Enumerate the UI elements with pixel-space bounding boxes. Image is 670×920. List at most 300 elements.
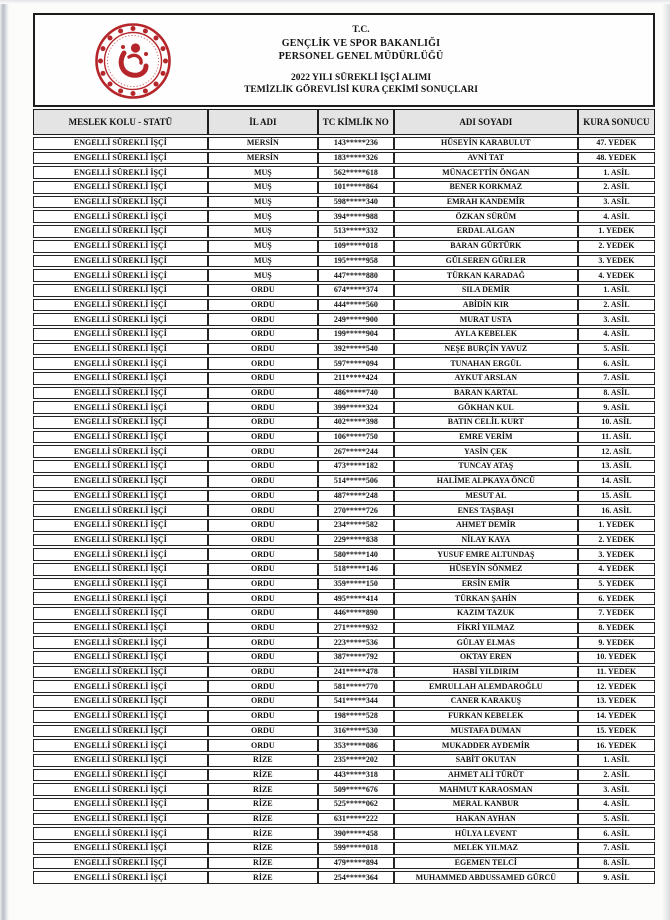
table-row <box>33 416 655 429</box>
cell-name: ENES TAŞBAŞI <box>394 504 578 517</box>
cell-status: ENGELLİ SÜREKLİ İŞÇİ <box>33 490 208 503</box>
cell-province: ORDU <box>208 357 318 370</box>
cell-name: MURAT USTA <box>394 313 578 326</box>
document-title-line2: TEMİZLİK GÖREVLİSİ KURA ÇEKİMİ SONUÇLARI <box>244 85 478 96</box>
cell-name: MUSTAFA DUMAN <box>394 725 578 738</box>
cell-status: ENGELLİ SÜREKLİ İŞÇİ <box>33 255 208 268</box>
cell-name: ERSİN EMİR <box>394 578 578 591</box>
cell-tc-no: 223*****536 <box>318 636 394 649</box>
cell-province: MUŞ <box>208 196 318 209</box>
cell-province: ORDU <box>208 725 318 738</box>
table-row <box>33 269 655 282</box>
scan-edge-top <box>0 0 670 4</box>
cell-province: ORDU <box>208 519 318 532</box>
cell-status: ENGELLİ SÜREKLİ İŞÇİ <box>33 592 208 605</box>
cell-tc-no: 195*****958 <box>318 255 394 268</box>
cell-result: 16. YEDEK <box>578 739 655 752</box>
table-row <box>33 299 655 312</box>
cell-result: 6. YEDEK <box>578 592 655 605</box>
cell-tc-no: 514*****506 <box>318 475 394 488</box>
table-row <box>33 445 655 458</box>
cell-tc-no: 101*****864 <box>318 181 394 194</box>
cell-name: EGEMEN TELCİ <box>394 857 578 870</box>
cell-name: GÜLAY ELMAS <box>394 636 578 649</box>
cell-name: MAHMUT KARAOSMAN <box>394 783 578 796</box>
table-row <box>33 240 655 253</box>
cell-province: MUŞ <box>208 255 318 268</box>
cell-status: ENGELLİ SÜREKLİ İŞÇİ <box>33 152 208 165</box>
cell-name: GÜLSEREN GÜRLER <box>394 255 578 268</box>
cell-province: ORDU <box>208 739 318 752</box>
cell-tc-no: 353*****086 <box>318 739 394 752</box>
cell-province: RİZE <box>208 754 318 767</box>
cell-tc-no: 387*****792 <box>318 651 394 664</box>
table-row <box>33 475 655 488</box>
republic-label: T.C. <box>352 25 370 35</box>
cell-tc-no: 446*****890 <box>318 607 394 620</box>
cell-name: TÜRKAN ŞAHİN <box>394 592 578 605</box>
cell-name: BENER KORKMAZ <box>394 181 578 194</box>
cell-name: ÖZKAN SÜRÜM <box>394 210 578 223</box>
cell-result: 4. ASİL <box>578 328 655 341</box>
cell-province: RİZE <box>208 813 318 826</box>
cell-status: ENGELLİ SÜREKLİ İŞÇİ <box>33 225 208 238</box>
cell-province: RİZE <box>208 871 318 884</box>
table-row <box>33 357 655 370</box>
cell-tc-no: 525*****062 <box>318 798 394 811</box>
cell-status: ENGELLİ SÜREKLİ İŞÇİ <box>33 313 208 326</box>
table-row <box>33 680 655 693</box>
cell-status: ENGELLİ SÜREKLİ İŞÇİ <box>33 387 208 400</box>
cell-province: ORDU <box>208 416 318 429</box>
cell-province: ORDU <box>208 651 318 664</box>
directorate-name: PERSONEL GENEL MÜDÜRLÜĞÜ <box>278 50 444 62</box>
cell-status: ENGELLİ SÜREKLİ İŞÇİ <box>33 857 208 870</box>
cell-tc-no: 143*****236 <box>318 137 394 150</box>
cell-tc-no: 598*****340 <box>318 196 394 209</box>
cell-province: MUŞ <box>208 181 318 194</box>
cell-name: AVNİ TAT <box>394 152 578 165</box>
cell-name: MELEK YILMAZ <box>394 842 578 855</box>
cell-result: 9. ASİL <box>578 401 655 414</box>
column-header-province: İL ADI <box>208 109 318 135</box>
column-header-name: ADI SOYADI <box>394 109 578 135</box>
cell-result: 6. ASİL <box>578 827 655 840</box>
cell-name: NEŞE BURÇİN YAVUZ <box>394 343 578 356</box>
cell-result: 9. YEDEK <box>578 636 655 649</box>
cell-tc-no: 399*****324 <box>318 401 394 414</box>
table-row <box>33 871 655 884</box>
cell-province: ORDU <box>208 490 318 503</box>
cell-status: ENGELLİ SÜREKLİ İŞÇİ <box>33 725 208 738</box>
table-row <box>33 210 655 223</box>
cell-status: ENGELLİ SÜREKLİ İŞÇİ <box>33 534 208 547</box>
table-row <box>33 313 655 326</box>
table-row <box>33 343 655 356</box>
cell-result: 12. ASİL <box>578 445 655 458</box>
document-page <box>33 13 655 886</box>
cell-province: ORDU <box>208 460 318 473</box>
cell-name: HALİME ALPKAYA ÖNCÜ <box>394 475 578 488</box>
cell-province: ORDU <box>208 387 318 400</box>
ministry-name: GENÇLİK VE SPOR BAKANLIĞI <box>281 37 441 49</box>
cell-province: ORDU <box>208 578 318 591</box>
cell-status: ENGELLİ SÜREKLİ İŞÇİ <box>33 328 208 341</box>
cell-tc-no: 109*****018 <box>318 240 394 253</box>
cell-name: AYKUT ARSLAN <box>394 372 578 385</box>
table-row <box>33 328 655 341</box>
table-row <box>33 255 655 268</box>
cell-result: 2. ASİL <box>578 181 655 194</box>
cell-tc-no: 211*****424 <box>318 372 394 385</box>
cell-province: MUŞ <box>208 166 318 179</box>
table-row <box>33 504 655 517</box>
cell-status: ENGELLİ SÜREKLİ İŞÇİ <box>33 622 208 635</box>
cell-result: 48. YEDEK <box>578 152 655 165</box>
cell-status: ENGELLİ SÜREKLİ İŞÇİ <box>33 475 208 488</box>
table-row <box>33 592 655 605</box>
cell-province: RİZE <box>208 842 318 855</box>
cell-status: ENGELLİ SÜREKLİ İŞÇİ <box>33 240 208 253</box>
cell-name: MÜNACETTİN ÖNGAN <box>394 166 578 179</box>
cell-province: ORDU <box>208 313 318 326</box>
cell-result: 11. ASİL <box>578 431 655 444</box>
cell-result: 15. YEDEK <box>578 725 655 738</box>
cell-tc-no: 443*****318 <box>318 769 394 782</box>
cell-tc-no: 270*****726 <box>318 504 394 517</box>
cell-status: ENGELLİ SÜREKLİ İŞÇİ <box>33 166 208 179</box>
cell-name: FURKAN KEBELEK <box>394 710 578 723</box>
cell-status: ENGELLİ SÜREKLİ İŞÇİ <box>33 137 208 150</box>
table-row <box>33 372 655 385</box>
cell-status: ENGELLİ SÜREKLİ İŞÇİ <box>33 680 208 693</box>
cell-status: ENGELLİ SÜREKLİ İŞÇİ <box>33 196 208 209</box>
document-title-line1: 2022 YILI SÜREKLİ İŞÇİ ALIMI <box>290 72 432 83</box>
table-row <box>33 783 655 796</box>
cell-tc-no: 402*****398 <box>318 416 394 429</box>
cell-result: 7. YEDEK <box>578 607 655 620</box>
cell-status: ENGELLİ SÜREKLİ İŞÇİ <box>33 666 208 679</box>
cell-result: 4. ASİL <box>578 210 655 223</box>
cell-province: ORDU <box>208 401 318 414</box>
cell-province: ORDU <box>208 431 318 444</box>
cell-tc-no: 394*****988 <box>318 210 394 223</box>
cell-name: GÖKHAN KUL <box>394 401 578 414</box>
cell-province: MERSİN <box>208 137 318 150</box>
cell-name: AYLA KEBELEK <box>394 328 578 341</box>
cell-status: ENGELLİ SÜREKLİ İŞÇİ <box>33 563 208 576</box>
cell-status: ENGELLİ SÜREKLİ İŞÇİ <box>33 607 208 620</box>
cell-status: ENGELLİ SÜREKLİ İŞÇİ <box>33 636 208 649</box>
table-row <box>33 710 655 723</box>
cell-status: ENGELLİ SÜREKLİ İŞÇİ <box>33 842 208 855</box>
cell-result: 13. ASİL <box>578 460 655 473</box>
cell-status: ENGELLİ SÜREKLİ İŞÇİ <box>33 181 208 194</box>
cell-status: ENGELLİ SÜREKLİ İŞÇİ <box>33 695 208 708</box>
cell-status: ENGELLİ SÜREKLİ İŞÇİ <box>33 827 208 840</box>
cell-province: ORDU <box>208 372 318 385</box>
cell-result: 3. ASİL <box>578 313 655 326</box>
cell-province: ORDU <box>208 475 318 488</box>
table-row <box>33 519 655 532</box>
column-header-result: KURA SONUCU <box>578 109 655 135</box>
cell-name: BATIN CELİL KURT <box>394 416 578 429</box>
table-row <box>33 636 655 649</box>
table-row <box>33 460 655 473</box>
table-row <box>33 622 655 635</box>
cell-province: MUŞ <box>208 240 318 253</box>
cell-tc-no: 229*****838 <box>318 534 394 547</box>
table-row <box>33 387 655 400</box>
results-table <box>33 107 655 886</box>
cell-result: 7. ASİL <box>578 842 655 855</box>
cell-province: MUŞ <box>208 269 318 282</box>
cell-tc-no: 241*****478 <box>318 666 394 679</box>
cell-name: SABİT OKUTAN <box>394 754 578 767</box>
table-row <box>33 137 655 150</box>
cell-result: 3. ASİL <box>578 196 655 209</box>
table-row <box>33 563 655 576</box>
column-header-status: MESLEK KOLU - STATÜ <box>33 109 208 135</box>
cell-tc-no: 513*****332 <box>318 225 394 238</box>
cell-province: ORDU <box>208 710 318 723</box>
cell-status: ENGELLİ SÜREKLİ İŞÇİ <box>33 798 208 811</box>
cell-result: 1. ASİL <box>578 284 655 297</box>
table-row <box>33 607 655 620</box>
cell-province: ORDU <box>208 695 318 708</box>
table-row <box>33 578 655 591</box>
cell-status: ENGELLİ SÜREKLİ İŞÇİ <box>33 769 208 782</box>
cell-status: ENGELLİ SÜREKLİ İŞÇİ <box>33 460 208 473</box>
cell-status: ENGELLİ SÜREKLİ İŞÇİ <box>33 372 208 385</box>
table-row <box>33 401 655 414</box>
cell-tc-no: 599*****018 <box>318 842 394 855</box>
cell-province: ORDU <box>208 299 318 312</box>
cell-result: 4. YEDEK <box>578 563 655 576</box>
cell-name: EMRE VERİM <box>394 431 578 444</box>
scan-edge-left <box>0 0 9 920</box>
cell-name: ABİDİN KIR <box>394 299 578 312</box>
cell-name: HAKAN AYHAN <box>394 813 578 826</box>
cell-result: 12. YEDEK <box>578 680 655 693</box>
cell-status: ENGELLİ SÜREKLİ İŞÇİ <box>33 210 208 223</box>
cell-tc-no: 518*****146 <box>318 563 394 576</box>
cell-province: ORDU <box>208 607 318 620</box>
cell-tc-no: 271*****932 <box>318 622 394 635</box>
scan-edge-right <box>662 0 670 920</box>
cell-status: ENGELLİ SÜREKLİ İŞÇİ <box>33 299 208 312</box>
column-header-tc-no: TC KİMLİK NO <box>318 109 394 135</box>
cell-tc-no: 473*****182 <box>318 460 394 473</box>
cell-result: 16. ASİL <box>578 504 655 517</box>
cell-result: 5. ASİL <box>578 813 655 826</box>
cell-tc-no: 392*****540 <box>318 343 394 356</box>
results-table-body <box>33 137 655 884</box>
cell-result: 4. ASİL <box>578 798 655 811</box>
table-row <box>33 431 655 444</box>
cell-name: YASİN ÇEK <box>394 445 578 458</box>
cell-result: 3. YEDEK <box>578 548 655 561</box>
table-row <box>33 548 655 561</box>
cell-name: EMRAH KANDEMİR <box>394 196 578 209</box>
cell-result: 6. ASİL <box>578 357 655 370</box>
cell-result: 7. ASİL <box>578 372 655 385</box>
cell-tc-no: 562*****618 <box>318 166 394 179</box>
cell-status: ENGELLİ SÜREKLİ İŞÇİ <box>33 357 208 370</box>
cell-name: MUKADDER AYDEMİR <box>394 739 578 752</box>
table-row <box>33 490 655 503</box>
cell-tc-no: 631*****222 <box>318 813 394 826</box>
cell-province: RİZE <box>208 857 318 870</box>
table-row <box>33 857 655 870</box>
cell-name: HÜLYA LEVENT <box>394 827 578 840</box>
cell-province: ORDU <box>208 284 318 297</box>
cell-result: 2. YEDEK <box>578 240 655 253</box>
cell-name: TÜRKAN KARADAĞ <box>394 269 578 282</box>
cell-tc-no: 198*****528 <box>318 710 394 723</box>
table-header-row <box>33 109 655 135</box>
table-row <box>33 534 655 547</box>
cell-status: ENGELLİ SÜREKLİ İŞÇİ <box>33 578 208 591</box>
cell-tc-no: 674*****374 <box>318 284 394 297</box>
table-row <box>33 166 655 179</box>
table-row <box>33 725 655 738</box>
cell-result: 1. YEDEK <box>578 519 655 532</box>
table-row <box>33 225 655 238</box>
cell-result: 9. ASİL <box>578 871 655 884</box>
cell-name: YUSUF EMRE ALTUNDAŞ <box>394 548 578 561</box>
cell-status: ENGELLİ SÜREKLİ İŞÇİ <box>33 871 208 884</box>
cell-tc-no: 581*****770 <box>318 680 394 693</box>
cell-name: HÜSEYİN KARABULUT <box>394 137 578 150</box>
cell-tc-no: 486*****740 <box>318 387 394 400</box>
cell-status: ENGELLİ SÜREKLİ İŞÇİ <box>33 519 208 532</box>
cell-name: TUNCAY ATAŞ <box>394 460 578 473</box>
cell-tc-no: 106*****750 <box>318 431 394 444</box>
cell-province: ORDU <box>208 504 318 517</box>
cell-tc-no: 199*****904 <box>318 328 394 341</box>
cell-name: SILA DEMİR <box>394 284 578 297</box>
cell-name: ERDAL ALGAN <box>394 225 578 238</box>
cell-result: 8. ASİL <box>578 857 655 870</box>
cell-tc-no: 183*****326 <box>318 152 394 165</box>
cell-province: ORDU <box>208 592 318 605</box>
cell-province: RİZE <box>208 783 318 796</box>
cell-name: HASBİ YILDIRIM <box>394 666 578 679</box>
cell-status: ENGELLİ SÜREKLİ İŞÇİ <box>33 431 208 444</box>
cell-result: 1. ASİL <box>578 754 655 767</box>
cell-tc-no: 316*****530 <box>318 725 394 738</box>
cell-tc-no: 447*****880 <box>318 269 394 282</box>
cell-result: 2. ASİL <box>578 769 655 782</box>
cell-name: OKTAY EREN <box>394 651 578 664</box>
table-row <box>33 284 655 297</box>
cell-result: 14. YEDEK <box>578 710 655 723</box>
cell-status: ENGELLİ SÜREKLİ İŞÇİ <box>33 548 208 561</box>
cell-province: ORDU <box>208 636 318 649</box>
cell-tc-no: 509*****676 <box>318 783 394 796</box>
cell-tc-no: 359*****150 <box>318 578 394 591</box>
table-row <box>33 769 655 782</box>
cell-province: ORDU <box>208 328 318 341</box>
cell-result: 15. ASİL <box>578 490 655 503</box>
document-header-box <box>33 13 655 107</box>
cell-result: 1. ASİL <box>578 166 655 179</box>
cell-result: 8. ASİL <box>578 387 655 400</box>
table-row <box>33 152 655 165</box>
cell-status: ENGELLİ SÜREKLİ İŞÇİ <box>33 783 208 796</box>
cell-name: BARAN KARTAL <box>394 387 578 400</box>
cell-result: 5. YEDEK <box>578 578 655 591</box>
cell-province: ORDU <box>208 548 318 561</box>
cell-result: 5. ASİL <box>578 343 655 356</box>
cell-tc-no: 235*****202 <box>318 754 394 767</box>
table-row <box>33 827 655 840</box>
table-row <box>33 754 655 767</box>
cell-status: ENGELLİ SÜREKLİ İŞÇİ <box>33 284 208 297</box>
cell-result: 10. YEDEK <box>578 651 655 664</box>
cell-tc-no: 487*****248 <box>318 490 394 503</box>
cell-tc-no: 495*****414 <box>318 592 394 605</box>
cell-tc-no: 254*****364 <box>318 871 394 884</box>
cell-name: AHMET ALİ TÜRÜT <box>394 769 578 782</box>
cell-name: BARAN GÜRTÜRK <box>394 240 578 253</box>
cell-status: ENGELLİ SÜREKLİ İŞÇİ <box>33 739 208 752</box>
cell-name: MESUT AL <box>394 490 578 503</box>
cell-result: 4. YEDEK <box>578 269 655 282</box>
cell-result: 1. YEDEK <box>578 225 655 238</box>
cell-result: 8. YEDEK <box>578 622 655 635</box>
cell-province: ORDU <box>208 445 318 458</box>
cell-name: FİKRİ YILMAZ <box>394 622 578 635</box>
cell-result: 14. ASİL <box>578 475 655 488</box>
cell-tc-no: 597*****094 <box>318 357 394 370</box>
cell-province: ORDU <box>208 622 318 635</box>
cell-tc-no: 541*****344 <box>318 695 394 708</box>
cell-name: TUNAHAN ERGÜL <box>394 357 578 370</box>
cell-name: NİLAY KAYA <box>394 534 578 547</box>
cell-province: RİZE <box>208 827 318 840</box>
cell-status: ENGELLİ SÜREKLİ İŞÇİ <box>33 651 208 664</box>
cell-result: 3. ASİL <box>578 783 655 796</box>
table-row <box>33 739 655 752</box>
cell-tc-no: 580*****140 <box>318 548 394 561</box>
cell-name: CANER KARAKUŞ <box>394 695 578 708</box>
cell-province: MUŞ <box>208 225 318 238</box>
cell-name: EMRULLAH ALEMDAROĞLU <box>394 680 578 693</box>
cell-name: MUHAMMED ABDUSSAMED GÜRCÜ <box>394 871 578 884</box>
cell-result: 13. YEDEK <box>578 695 655 708</box>
cell-tc-no: 444*****560 <box>318 299 394 312</box>
cell-status: ENGELLİ SÜREKLİ İŞÇİ <box>33 754 208 767</box>
table-row <box>33 798 655 811</box>
cell-status: ENGELLİ SÜREKLİ İŞÇİ <box>33 813 208 826</box>
cell-province: ORDU <box>208 680 318 693</box>
cell-result: 11. YEDEK <box>578 666 655 679</box>
cell-province: ORDU <box>208 534 318 547</box>
table-row <box>33 813 655 826</box>
cell-tc-no: 267*****244 <box>318 445 394 458</box>
table-row <box>33 651 655 664</box>
cell-province: RİZE <box>208 769 318 782</box>
cell-result: 2. ASİL <box>578 299 655 312</box>
cell-province: MERSİN <box>208 152 318 165</box>
cell-name: MERAL KANBUR <box>394 798 578 811</box>
cell-tc-no: 234*****582 <box>318 519 394 532</box>
cell-name: KAZIM TAZUK <box>394 607 578 620</box>
cell-name: AHMET DEMİR <box>394 519 578 532</box>
table-row <box>33 196 655 209</box>
